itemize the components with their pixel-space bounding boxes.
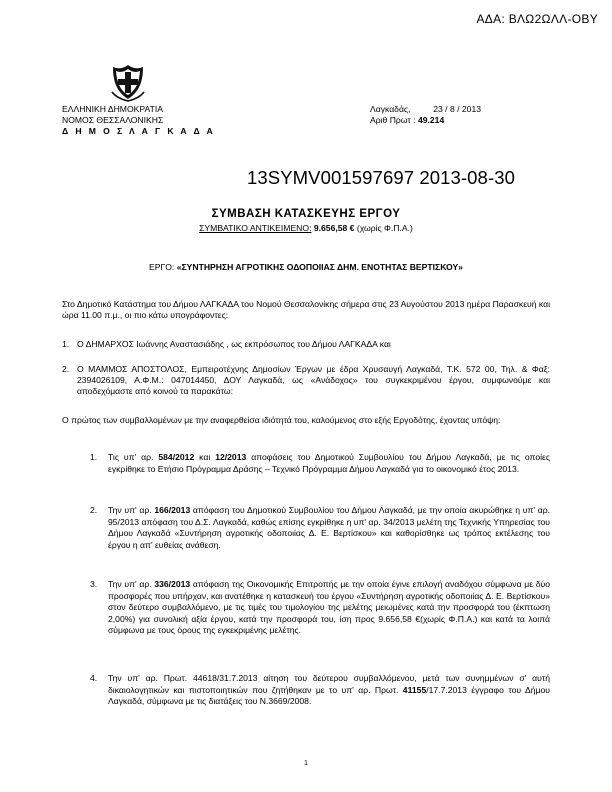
consideration-item bbox=[90, 673, 550, 708]
issuer-block bbox=[62, 104, 215, 137]
decision-number: 41155 bbox=[402, 684, 427, 695]
document-number: 13SYMV001597697 2013-08-30 bbox=[247, 167, 515, 188]
consideration-text: Την υπ' αρ. 336/2013 απόφαση της Οικονομικής Επιτροπής με την οποία έγινε επιλογή αναδόχου σύμφωνα με δύο προσφορές που υπήρχαν, και ανατέθηκε η κατασκευή του έργου «Συντήρηση αγροτικής οδοποιίας Δ. Ε. Βερτίσκου» στον δεύτερο συμβαλλόμενο, με τις τιμές του τιμολογίου της μελέτης μειωμένες κατά την προσφορά του (έκπτωση 2,00%) για συνολική αξία έργου, κατά την προσφορά του, ίση προς 9.656,58 €(χωρίς Φ.Π.Α.) και κατά τα λοιπά σύμφωνα με τους όρους της εγκεκριμένης μελέτης. bbox=[108, 579, 551, 636]
party-text: Ο ΔΗΜΑΡΧΟΣ Ιωάννης Αναστασιάδης , ως εκπρόσωπος του Δήμου ΛΑΓΚΑΔΑ και bbox=[77, 339, 391, 349]
consideration-number: 2. bbox=[90, 505, 98, 515]
protocol-label: Αριθ Πρωτ : bbox=[370, 115, 416, 125]
decision-number: 12/2013 bbox=[215, 452, 247, 462]
consideration-item bbox=[90, 452, 550, 475]
issuer-municipality: Δ Η Μ Ο Σ Λ Α Γ Κ Α Δ Α bbox=[62, 126, 216, 136]
contract-amount-line bbox=[0, 223, 612, 233]
decision-number: 584/2012 bbox=[158, 452, 195, 462]
issuer-country: ΕΛΛΗΝΙΚΗ ΔΗΜΟΚΡΑΤΙΑ bbox=[62, 104, 163, 114]
protocol-line bbox=[370, 115, 481, 126]
decision-number: 336/2013 bbox=[154, 579, 191, 589]
project-label: ΕΡΓΟ: bbox=[149, 262, 175, 272]
issuer-prefecture: ΝΟΜΟΣ ΘΕΣΣΑΛΟΝΙΚΗΣ bbox=[62, 115, 164, 125]
ada-code: ΑΔΑ: ΒΛΩ2ΩΛΛ-ΟΒΥ bbox=[476, 12, 598, 26]
consideration-text: Τις υπ' αρ. 584/2012 και 12/2013 αποφάσεις του Δημοτικού Συμβουλίου του Δήμου Λαγκαδά, με τις οποίες εγκρίθηκε το Ετήσιο Πρόγραμμα Δράσης – Τεχνικό Πρόγραμμα Δήμου Λαγκαδά για το οικονομικό έτος 2013. bbox=[108, 452, 550, 474]
protocol-number: 49.214 bbox=[417, 115, 445, 125]
consideration-number: 1. bbox=[90, 452, 98, 462]
place-label: Λαγκαδάς, bbox=[370, 104, 411, 114]
party-text: Ο ΜΑΜΜΟΣ ΑΠΟΣΤΟΛΟΣ, Εμπειροτέχνης Δημοσίων Έργων με έδρα Χρυσαυγή Λαγκαδά, Τ.Κ. 572 00, Τηλ. & Φαξ: 2394026109, Α.Φ.Μ.: 047014450, ΔΟΥ Λαγκαδά, ως «Ανάδοχος» του συγκεκριμένου έργου, συμφωνούμε και αποδεχόμαστε από κοινού τα παρακάτω: bbox=[77, 364, 550, 396]
party-item bbox=[62, 364, 550, 397]
consideration-text: Την υπ' αρ. Πρωτ. 44618/31.7.2013 αίτηση του δεύτερου συμβαλλόμενου, μετά των συνημμένων σ' αυτή δικαιολογητικών και πιστοποιητικών που ζητήθηκαν με το υπ' αρ. Πρωτ. 41155/17.7.2013 έγγραφο του Δήμου Λαγκαδά, σύμφωνα με τις διατάξεις του Ν.3669/2008. bbox=[108, 673, 550, 707]
page-number: 1 bbox=[304, 760, 308, 767]
contract-amount-label: ΣΥΜΒΑΤΙΚΟ ΑΝΤΙΚΕΙΜΕΝΟ: bbox=[199, 223, 312, 233]
place-date-line bbox=[370, 104, 481, 115]
consideration-item bbox=[90, 579, 550, 637]
contract-amount-note: (χωρίς Φ.Π.Α.) bbox=[356, 223, 413, 233]
consideration-number: 3. bbox=[90, 579, 98, 589]
party-number: 1. bbox=[62, 339, 70, 349]
decision-number: 166/2013 bbox=[154, 505, 191, 515]
consideration-text: Την υπ' αρ. 166/2013 απόφαση του Δημοτικού Συμβουλίου του Δήμου Λαγκαδά, με την οποία ακυρώθηκε η υπ' αρ. 95/2013 απόφαση του Δ.Σ. Λαγκαδά, καθώς επίσης εγκρίθηκε η υπ' αρ. 34/2013 μελέτη της Τεχνικής Υπηρεσίας του Δήμου Λαγκαδά «Συντήρηση αγροτικής οδοποιίας Δ. Ε. Βερτίσκου» και καθορίσθηκε ως τρόπος εκτέλεσης του έργου η απ' ευθείας ανάθεση. bbox=[108, 505, 550, 550]
contract-title: ΣΥΜΒΑΣΗ ΚΑΤΑΣΚΕΥΗΣ ΕΡΓΟΥ bbox=[211, 208, 401, 220]
intro-paragraph: Στο Δημοτικό Κατάστημα του Δήμου ΛΑΓΚΑΔΑ του Νομού Θεσσαλονίκης σήμερα στις 23 Αυγούστου 2013 ημέρα Παρασκευή και ώρα 11.00 π.μ., οι πιο κάτω υπογράφοντες: bbox=[62, 299, 550, 320]
party-number: 2. bbox=[62, 364, 70, 374]
consideration-item bbox=[90, 505, 550, 551]
date-protocol-block bbox=[370, 104, 481, 126]
project-line bbox=[0, 262, 612, 272]
consideration-number: 4. bbox=[90, 673, 98, 683]
document-date: 23 / 8 / 2013 bbox=[433, 104, 482, 114]
party-item bbox=[62, 339, 550, 350]
greek-emblem-icon bbox=[108, 62, 148, 102]
project-name: «ΣΥΝΤΗΡΗΣΗ ΑΓΡΟΤΙΚΗΣ ΟΔΟΠΟΙΙΑΣ ΔΗΜ. ΕΝΟΤΗΤΑΣ ΒΕΡΤΙΣΚΟΥ» bbox=[176, 262, 463, 272]
employer-paragraph: Ο πρώτος των συμβαλλομένων με την αναφερθείσα ιδιότητά του, καλούμενος στο εξής Εργοδότης, έχοντας υπόψη: bbox=[62, 415, 501, 425]
contract-amount-value: 9.656,58 € bbox=[313, 223, 355, 233]
